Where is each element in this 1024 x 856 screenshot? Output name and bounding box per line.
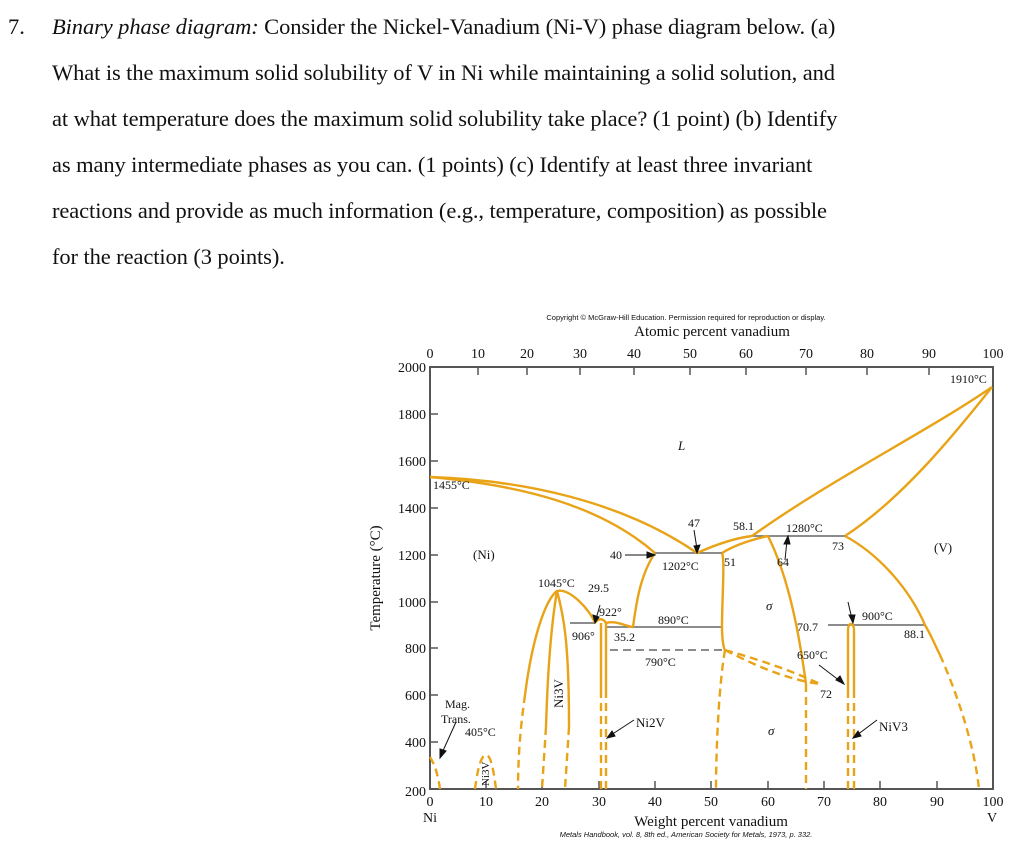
left-axis-labels: [398, 361, 426, 800]
v-melting-label: 1910°C: [950, 372, 987, 386]
svg-text:1000: 1000: [398, 596, 426, 611]
svg-text:70: 70: [817, 795, 831, 810]
question-line-5: reactions and provide as much information (e.g., temperature, composition) as possible: [52, 198, 827, 223]
bottom-axis-title: Weight percent vanadium: [634, 814, 788, 830]
question-line-3: at what temperature does the maximum solid solubility take place? (1 point) (b) Identify: [52, 106, 838, 131]
top-axis-title: Atomic percent vanadium: [634, 324, 790, 340]
svg-text:100: 100: [982, 347, 1004, 362]
svg-text:88.1: 88.1: [904, 627, 925, 641]
svg-text:10: 10: [471, 347, 485, 362]
left-element-label: Ni: [423, 811, 437, 826]
copyright-note: Copyright © McGraw-Hill Education. Permission required for reproduction or display.: [546, 313, 826, 322]
phase-boundaries-solid: [430, 387, 992, 727]
svg-text:405°C: 405°C: [465, 725, 496, 739]
top-axis-labels: [427, 347, 1004, 362]
sigma-label-upper: σ: [766, 598, 773, 613]
bottom-axis-ticks: [486, 781, 937, 789]
svg-text:60: 60: [761, 795, 775, 810]
svg-text:50: 50: [704, 795, 718, 810]
svg-text:1800: 1800: [398, 408, 426, 423]
svg-text:30: 30: [592, 795, 606, 810]
plot-frame: [430, 367, 993, 789]
svg-text:35.2: 35.2: [614, 630, 635, 644]
svg-text:600: 600: [405, 689, 426, 704]
ni-solid-solution-label: (Ni): [473, 547, 495, 562]
ni-melting-label: 1455°C: [433, 478, 470, 492]
svg-text:51: 51: [724, 555, 736, 569]
question-line-6: for the reaction (3 points).: [52, 244, 285, 269]
question-title: Binary phase diagram:: [52, 14, 259, 39]
svg-text:1045°C: 1045°C: [538, 576, 575, 590]
svg-text:790°C: 790°C: [645, 655, 676, 669]
svg-text:1400: 1400: [398, 502, 426, 517]
v-solid-solution-label: (V): [934, 540, 953, 555]
liquid-label: L: [678, 438, 686, 453]
svg-text:40: 40: [627, 347, 641, 362]
svg-text:1280°C: 1280°C: [786, 521, 823, 535]
svg-text:40: 40: [610, 548, 622, 562]
svg-text:2000: 2000: [398, 361, 426, 376]
svg-text:90: 90: [922, 347, 936, 362]
svg-text:80: 80: [873, 795, 887, 810]
svg-text:890°C: 890°C: [658, 613, 689, 627]
svg-text:50: 50: [683, 347, 697, 362]
svg-text:200: 200: [405, 785, 426, 800]
niv3-label: NiV3: [879, 719, 908, 734]
svg-text:80: 80: [860, 347, 874, 362]
svg-text:800: 800: [405, 642, 426, 657]
svg-text:650°C: 650°C: [797, 648, 828, 662]
svg-text:400: 400: [405, 736, 426, 751]
svg-text:60: 60: [739, 347, 753, 362]
svg-text:922°: 922°: [599, 605, 622, 619]
svg-text:29.5: 29.5: [588, 581, 609, 595]
svg-text:72: 72: [820, 687, 832, 701]
svg-text:30: 30: [573, 347, 587, 362]
svg-text:47: 47: [688, 516, 700, 530]
sigma-label-lower: σ: [768, 723, 775, 738]
svg-text:70.7: 70.7: [797, 620, 818, 634]
svg-text:1202°C: 1202°C: [662, 559, 699, 573]
ni3v-label: Ni3V: [551, 679, 566, 708]
svg-text:0: 0: [426, 795, 434, 810]
svg-text:73: 73: [832, 539, 844, 553]
question-line-2: What is the maximum solid solubility of V in Ni while maintaining a solid solution, and: [52, 60, 835, 85]
svg-text:100: 100: [982, 795, 1004, 810]
mag-trans-label: Mag.: [445, 697, 470, 711]
source-citation: Metals Handbook, vol. 8, 8th ed., American Society for Metals, 1973, p. 332.: [559, 830, 813, 839]
top-axis: [478, 367, 929, 375]
ni2v-label: Ni2V: [636, 715, 665, 730]
svg-text:20: 20: [535, 795, 549, 810]
question-number: 7.: [8, 14, 25, 39]
svg-text:20: 20: [520, 347, 534, 362]
svg-text:1600: 1600: [398, 455, 426, 470]
svg-text:90: 90: [930, 795, 944, 810]
svg-text:906°: 906°: [572, 629, 595, 643]
annotations: [433, 372, 987, 739]
svg-text:40: 40: [648, 795, 662, 810]
bottom-axis-labels: [427, 795, 1004, 810]
right-element-label: V: [986, 811, 998, 826]
svg-text:64: 64: [777, 555, 789, 569]
mag-trans-label-2: Trans.: [441, 712, 471, 726]
svg-text:70: 70: [799, 347, 813, 362]
ni3v-low-label: Ni3V: [480, 761, 492, 786]
svg-text:900°C: 900°C: [862, 609, 893, 623]
left-axis-ticks: [430, 414, 438, 742]
question-line-1: Binary phase diagram: Consider the Nickel-Vanadium (Ni-V) phase diagram below. (a): [52, 14, 836, 39]
svg-text:0: 0: [426, 347, 434, 362]
y-axis-title: Temperature (°C): [368, 525, 384, 631]
question-line-4: as many intermediate phases as you can. (1 points) (c) Identify at least three invariant: [52, 152, 813, 177]
svg-text:58.1: 58.1: [733, 519, 754, 533]
svg-text:1200: 1200: [398, 549, 426, 564]
svg-text:10: 10: [479, 795, 493, 810]
